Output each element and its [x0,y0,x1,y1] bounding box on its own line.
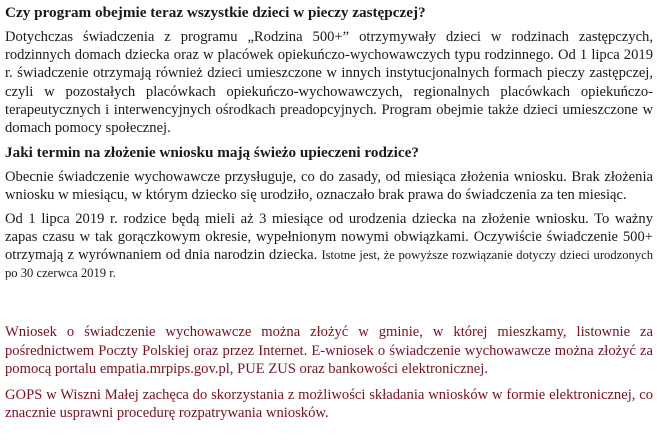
new-deadline-main-text: Od 1 lipca 2019 r. rodzice będą mieli aż 3 miesiące od urodzenia dziecka na złożenie wniosku. To ważny zapas czasu w tak gorączkowym okresie, wypełnionym nowymi obwiązkami. Oczywiście świadczenie 500+ otrzymają z wyrównaniem od dnia narodzin dziecka. [5,210,653,264]
notice-gops-encouragement: GOPS w Wiszni Małej zachęca do skorzystania z możliwości składania wniosków w formie elektronicznej, co znacznie usprawni procedurę rozpatrywania wniosków. [5,387,653,422]
document-page [5,3,653,422]
paragraph-new-deadline [5,210,653,283]
heading-foster-care: Czy program obejmie teraz wszystkie dzieci w pieczy zastępczej? [5,4,426,21]
paragraph-foster-care: Dotychczas świadczenia z programu „Rodzina 500+” otrzymywały dzieci w rodzinach zastępczych, rodzinnych domach dziecka oraz w placówek opiekuńczo-wychowawczych typu rodzinnego. Od 1 lipca 2019 r. świadczenie otrzymają również dzieci umieszczone w innych instytucjonalnych formach pieczy zastępczej, czyli w pozostałych placówkach opiekuńczo-wychowawczych, regionalnych placówkach opiekuńczo-terapeutycznych i interwencyjnych ośrodkach preadopcyjnych. Program obejmie także dzieci umieszczone w domach pomocy społecznej. [5,29,653,137]
new-deadline-note: Istotne jest, że powyższe rozwiązanie dotyczy dzieci urodzonych po 30 czerwca 2019 r. [5,248,654,281]
paragraph-current-rules: Obecnie świadczenie wychowawcze przysługuje, co do zasady, od miesiąca złożenia wniosku. Brak złożenia wniosku w miesiącu, w którym dziecko się urodziło, oznaczało brak prawa do świadczenia za ten miesiąc. [5,169,653,204]
heading-application-deadline: Jaki termin na złożenie wniosku mają świeżo upieczeni rodzice? [5,144,419,162]
notice-how-to-apply: Wniosek o świadczenie wychowawcze można złożyć w gminie, w której mieszkamy, listownie za pośrednictwem Poczty Polskiej oraz przez Internet. E-wniosek o świadczenie wychowawcze można złożyć za pomocą portalu empatia.mrpips.gov.pl, PUE ZUS oraz bankowości elektronicznej. [5,324,653,377]
